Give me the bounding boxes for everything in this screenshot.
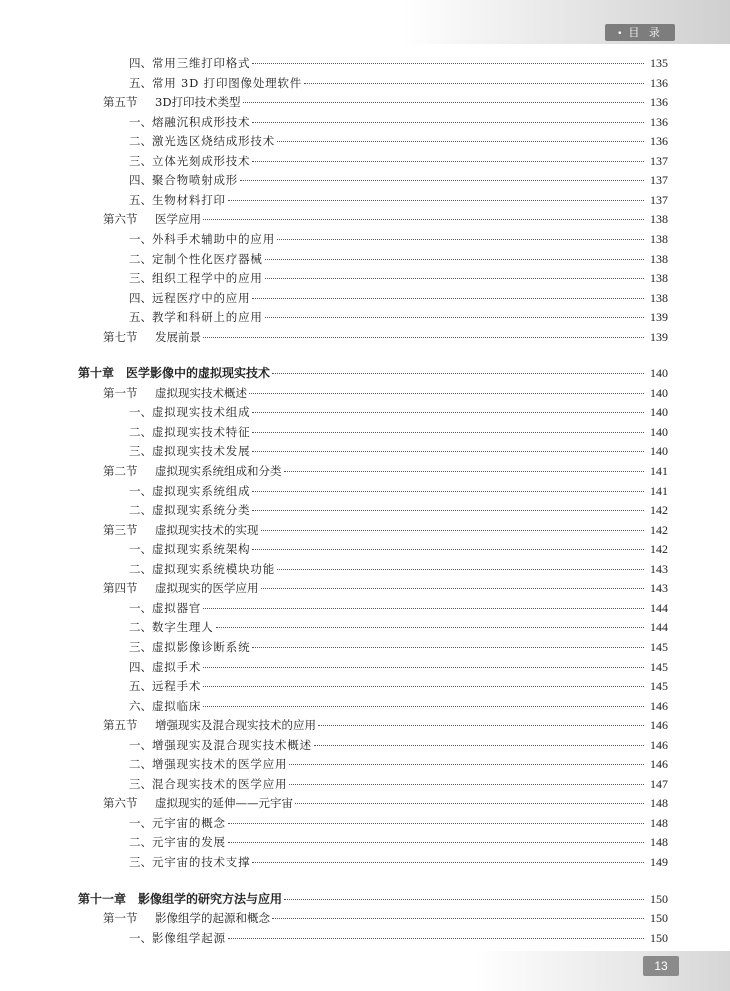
toc-entry-title: 数字生理人	[152, 620, 214, 635]
toc-entry-item[interactable]	[129, 191, 668, 210]
dot-leader	[252, 450, 644, 452]
toc-entry-title: 影像组学的起源和概念	[155, 911, 270, 926]
toc-entry-item[interactable]	[129, 638, 668, 657]
toc-entry-number: 二、	[129, 251, 152, 266]
dot-leader	[277, 140, 644, 142]
toc-entry-page: 140	[650, 366, 668, 381]
toc-entry-number: 六、	[129, 698, 152, 713]
toc-entry-title: 增强现实技术的医学应用	[152, 757, 288, 772]
toc-entry-title: 虚拟现实技术发展	[152, 444, 251, 459]
toc-entry-item[interactable]	[129, 540, 668, 559]
toc-entry-title: 虚拟现实技术的实现	[155, 522, 259, 537]
toc-entry-item[interactable]	[129, 132, 668, 151]
toc-entry-title: 医学应用	[155, 212, 201, 227]
toc-entry-number: 三、	[129, 153, 152, 168]
toc-entry-item[interactable]	[129, 853, 668, 872]
toc-entry-page: 148	[650, 835, 668, 850]
dot-leader	[243, 101, 644, 103]
toc-entry-page: 146	[650, 737, 668, 752]
toc-entry-title: 聚合物喷射成形	[152, 173, 239, 188]
toc-entry-number: 第五节	[103, 95, 138, 110]
toc-entry-item[interactable]	[129, 929, 668, 948]
toc-entry-number: 二、	[129, 620, 152, 635]
toc-entry-section[interactable]	[103, 384, 668, 403]
toc-entry-chapter[interactable]	[78, 364, 668, 383]
toc-entry-page: 142	[650, 503, 668, 518]
toc-entry-item[interactable]	[129, 599, 668, 618]
toc-entry-page: 150	[650, 911, 668, 926]
toc-entry-page: 135	[650, 56, 668, 70]
toc-entry-number: 二、	[129, 835, 152, 850]
toc-entry-page: 140	[650, 444, 668, 459]
toc-entry-page: 145	[650, 679, 668, 694]
toc-entry-item[interactable]	[129, 230, 668, 249]
toc-entry-number: 四、	[129, 173, 152, 188]
toc-entry-item[interactable]	[129, 250, 668, 269]
toc-entry-page: 136	[650, 134, 668, 149]
toc-entry-number: 第四节	[103, 581, 138, 596]
toc-entry-number: 第五节	[103, 718, 138, 733]
toc-entry-page: 140	[650, 385, 668, 400]
dot-leader	[252, 160, 644, 162]
dot-leader	[272, 372, 644, 374]
toc-entry-page: 138	[650, 251, 668, 266]
toc-entry-number: 四、	[129, 659, 152, 674]
toc-entry-page: 138	[650, 231, 668, 246]
toc-entry-page: 146	[650, 757, 668, 772]
dot-leader	[203, 336, 644, 338]
dot-leader	[289, 783, 644, 785]
toc-entry-section[interactable]	[103, 909, 668, 928]
dot-leader	[228, 841, 644, 843]
toc-entry-title: 增强现实及混合现实技术概述	[152, 737, 312, 752]
toc-entry-number: 一、	[129, 815, 152, 830]
toc-entry-page: 149	[650, 855, 668, 869]
toc-entry-title: 虚拟现实系统分类	[152, 503, 251, 518]
toc-entry-title: 定制个性化医疗器械	[152, 251, 263, 266]
dot-leader	[216, 626, 645, 628]
toc-entry-number: 一、	[129, 600, 152, 615]
toc-entry-page: 141	[650, 483, 668, 498]
dot-leader	[318, 724, 644, 726]
toc-entry-section[interactable]	[103, 579, 668, 598]
dot-leader	[265, 316, 644, 318]
dot-leader	[228, 199, 644, 201]
toc-entry-number: 一、	[129, 737, 152, 752]
toc-entry-item[interactable]	[129, 423, 668, 442]
toc-entry-page: 146	[650, 698, 668, 713]
toc-entry-item[interactable]	[129, 618, 668, 637]
toc-entry-number: 第十一章	[78, 891, 127, 906]
toc-entry-page: 138	[650, 212, 668, 227]
toc-entry-title: 虚拟现实技术特征	[152, 424, 251, 439]
toc-entry-title: 医学影像中的虚拟现实技术	[126, 366, 271, 381]
toc-entry-section[interactable]	[103, 716, 668, 735]
toc-entry-title: 虚拟手术	[152, 659, 202, 674]
toc-entry-page: 136	[650, 75, 668, 90]
toc-entry-number: 第三节	[103, 522, 138, 537]
dot-leader	[314, 744, 644, 746]
toc-entry-page: 150	[650, 930, 668, 945]
toc-entry-page: 148	[650, 796, 668, 811]
toc-entry-number: 五、	[129, 75, 152, 90]
dot-leader	[252, 121, 644, 123]
toc-entry-item[interactable]	[129, 697, 668, 716]
toc-entry-number: 一、	[129, 483, 152, 498]
toc-entry-title: 虚拟现实系统组成和分类	[155, 464, 282, 478]
dot-leader	[252, 646, 644, 648]
toc-entry-page: 145	[650, 639, 668, 654]
dot-leader	[252, 490, 644, 492]
toc-entry-number: 五、	[129, 192, 152, 207]
toc-entry-title: 虚拟现实的医学应用	[155, 581, 259, 596]
toc-entry-page: 141	[650, 464, 668, 478]
toc-entry-item[interactable]	[129, 171, 668, 190]
toc-entry-number: 第六节	[103, 796, 138, 811]
toc-entry-title: 常用 3D 打印图像处理软件	[152, 75, 303, 90]
toc-entry-section[interactable]	[103, 328, 668, 347]
toc-entry-number: 二、	[129, 503, 152, 518]
dot-leader	[295, 802, 644, 804]
dot-leader	[252, 297, 644, 299]
toc-entry-item[interactable]	[129, 833, 668, 852]
dot-leader	[261, 587, 645, 589]
toc-entry-title: 元宇宙的概念	[152, 815, 226, 830]
toc-entry-page: 139	[650, 329, 668, 344]
toc-entry-page: 139	[650, 310, 668, 325]
toc-entry-title: 常用三维打印格式	[152, 56, 251, 70]
dot-leader	[252, 411, 644, 413]
toc-entry-item[interactable]	[129, 289, 668, 308]
toc-entry-number: 三、	[129, 271, 152, 286]
toc-entry-number: 二、	[129, 561, 152, 576]
contents-tab-label: 目 录	[628, 26, 663, 39]
toc-entry-page: 150	[650, 891, 668, 906]
dot-leader	[272, 917, 644, 919]
dot-leader	[203, 705, 644, 707]
dot-leader	[252, 431, 644, 433]
toc-entry-title: 熔融沉积成形技术	[152, 114, 251, 129]
dot-leader	[203, 685, 644, 687]
toc-entry-number: 第二节	[103, 464, 138, 478]
toc-entry-title: 虚拟器官	[152, 600, 202, 615]
toc-entry-item[interactable]	[129, 152, 668, 171]
toc-entry-number: 二、	[129, 757, 152, 772]
toc-entry-number: 第一节	[103, 911, 138, 926]
toc-entry-number: 一、	[129, 231, 152, 246]
dot-leader	[203, 218, 644, 220]
toc-entry-number: 第一节	[103, 385, 138, 400]
toc-entry-number: 四、	[129, 56, 152, 70]
toc-entry-title: 虚拟现实技术组成	[152, 405, 251, 420]
dot-leader	[228, 937, 644, 939]
toc-entry-item[interactable]	[129, 269, 668, 288]
toc-entry-page: 145	[650, 659, 668, 674]
toc-entry-chapter[interactable]	[78, 890, 668, 909]
dot-leader	[203, 666, 644, 668]
toc-entry-title: 虚拟现实系统架构	[152, 542, 251, 557]
toc-entry-title: 远程手术	[152, 679, 202, 694]
toc-entry-page: 136	[650, 95, 668, 110]
toc-entry-item[interactable]	[129, 658, 668, 677]
dot-leader	[252, 62, 644, 64]
toc-entry-item[interactable]	[129, 775, 668, 794]
toc-entry-page: 136	[650, 114, 668, 129]
toc-entry-page: 144	[650, 620, 668, 635]
toc-entry-item[interactable]	[129, 736, 668, 755]
toc-entry-page: 137	[650, 173, 668, 188]
dot-leader	[284, 470, 645, 472]
toc-entry-number: 第十章	[78, 366, 115, 381]
toc-entry-number: 第六节	[103, 212, 138, 227]
toc-entry-title: 元宇宙的技术支撑	[152, 855, 251, 869]
dot-leader	[252, 548, 644, 550]
footer-band	[0, 951, 730, 991]
toc-entry-page: 142	[650, 522, 668, 537]
toc-entry-page: 140	[650, 424, 668, 439]
toc-entry-section[interactable]	[103, 521, 668, 540]
dot-leader	[265, 277, 644, 279]
toc-entry-page: 137	[650, 153, 668, 168]
toc-entry-item[interactable]	[129, 442, 668, 461]
toc-entry-title: 影像组学起源	[152, 930, 226, 945]
toc-entry-page: 148	[650, 815, 668, 830]
toc-entry-item[interactable]	[129, 74, 668, 93]
toc-entry-title: 虚拟现实技术概述	[155, 385, 247, 400]
toc-entry-section[interactable]	[103, 93, 668, 112]
dot-leader	[252, 509, 644, 511]
toc-entry-title: 增强现实及混合现实技术的应用	[155, 718, 316, 733]
dot-leader	[261, 529, 645, 531]
toc-entry-number: 一、	[129, 930, 152, 945]
toc-entry-page: 143	[650, 561, 668, 576]
toc-entry-title: 虚拟现实系统组成	[152, 483, 251, 498]
page-number-badge	[643, 956, 679, 976]
toc-entry-page: 137	[650, 192, 668, 207]
toc-entry-number: 二、	[129, 424, 152, 439]
toc-entry-title: 虚拟临床	[152, 698, 202, 713]
toc-entry-page: 147	[650, 776, 668, 791]
bullet-icon: •	[617, 29, 623, 39]
toc-entry-number: 三、	[129, 776, 152, 791]
toc-entry-item[interactable]	[129, 54, 668, 73]
toc-entry-title: 教学和科研上的应用	[152, 310, 263, 325]
toc-entry-page: 138	[650, 271, 668, 286]
toc-entry-title: 虚拟现实系统模块功能	[152, 561, 275, 576]
toc-entry-number: 一、	[129, 542, 152, 557]
dot-leader	[265, 258, 644, 260]
dot-leader	[249, 392, 644, 394]
toc-entry-number: 五、	[129, 679, 152, 694]
toc-entry-item[interactable]	[129, 308, 668, 327]
toc-entry-number: 五、	[129, 310, 152, 325]
dot-leader	[240, 179, 644, 181]
toc-entry-title: 虚拟影像诊断系统	[152, 639, 251, 654]
toc-entry-item[interactable]	[129, 755, 668, 774]
dot-leader	[252, 861, 644, 863]
page-number: 13	[654, 959, 668, 973]
toc-entry-item[interactable]	[129, 814, 668, 833]
toc-entry-item[interactable]	[129, 677, 668, 696]
toc-entry-number: 第七节	[103, 329, 138, 344]
dot-leader	[284, 898, 644, 900]
toc-entry-section[interactable]	[103, 462, 668, 481]
toc-entry-title: 虚拟现实的延伸——元宇宙	[155, 796, 293, 811]
toc-entry-page: 143	[650, 581, 668, 596]
toc-entry-number: 三、	[129, 639, 152, 654]
toc-entry-title: 立体光刻成形技术	[152, 153, 251, 168]
dot-leader	[277, 568, 644, 570]
dot-leader	[304, 82, 644, 84]
toc-entry-number: 一、	[129, 114, 152, 129]
dot-leader	[203, 607, 644, 609]
toc-entry-title: 组织工程学中的应用	[152, 271, 263, 286]
toc-entry-page: 138	[650, 290, 668, 305]
toc-entry-title: 元宇宙的发展	[152, 835, 226, 850]
toc-entry-number: 一、	[129, 405, 152, 420]
toc-entry-number: 二、	[129, 134, 152, 149]
toc-entry-item[interactable]	[129, 482, 668, 501]
toc-entry-section[interactable]	[103, 210, 668, 229]
toc-entry-page: 142	[650, 542, 668, 557]
toc-entry-title: 外科手术辅助中的应用	[152, 231, 275, 246]
toc-entry-title: 影像组学的研究方法与应用	[138, 891, 283, 906]
toc-entry-title: 发展前景	[155, 329, 201, 344]
dot-leader	[289, 763, 644, 765]
toc-entry-item[interactable]	[129, 113, 668, 132]
toc-entry-section[interactable]	[103, 794, 668, 813]
dot-leader	[277, 238, 644, 240]
toc-entry-title: 激光选区烧结成形技术	[152, 134, 275, 149]
toc-entry-number: 四、	[129, 290, 152, 305]
toc-entry-item[interactable]	[129, 403, 668, 422]
toc-entry-number: 三、	[129, 855, 152, 869]
toc-entry-item[interactable]	[129, 501, 668, 520]
toc-entry-page: 140	[650, 405, 668, 420]
toc-entry-title: 远程医疗中的应用	[152, 290, 251, 305]
toc-entry-page: 144	[650, 600, 668, 615]
toc-entry-item[interactable]	[129, 560, 668, 579]
toc-entry-title: 混合现实技术的医学应用	[152, 776, 288, 791]
toc-entry-number: 三、	[129, 444, 152, 459]
toc-entry-title: 生物材料打印	[152, 192, 226, 207]
toc-entry-page: 146	[650, 718, 668, 733]
toc-entry-title: 3D打印技术类型	[155, 95, 241, 110]
dot-leader	[228, 822, 644, 824]
